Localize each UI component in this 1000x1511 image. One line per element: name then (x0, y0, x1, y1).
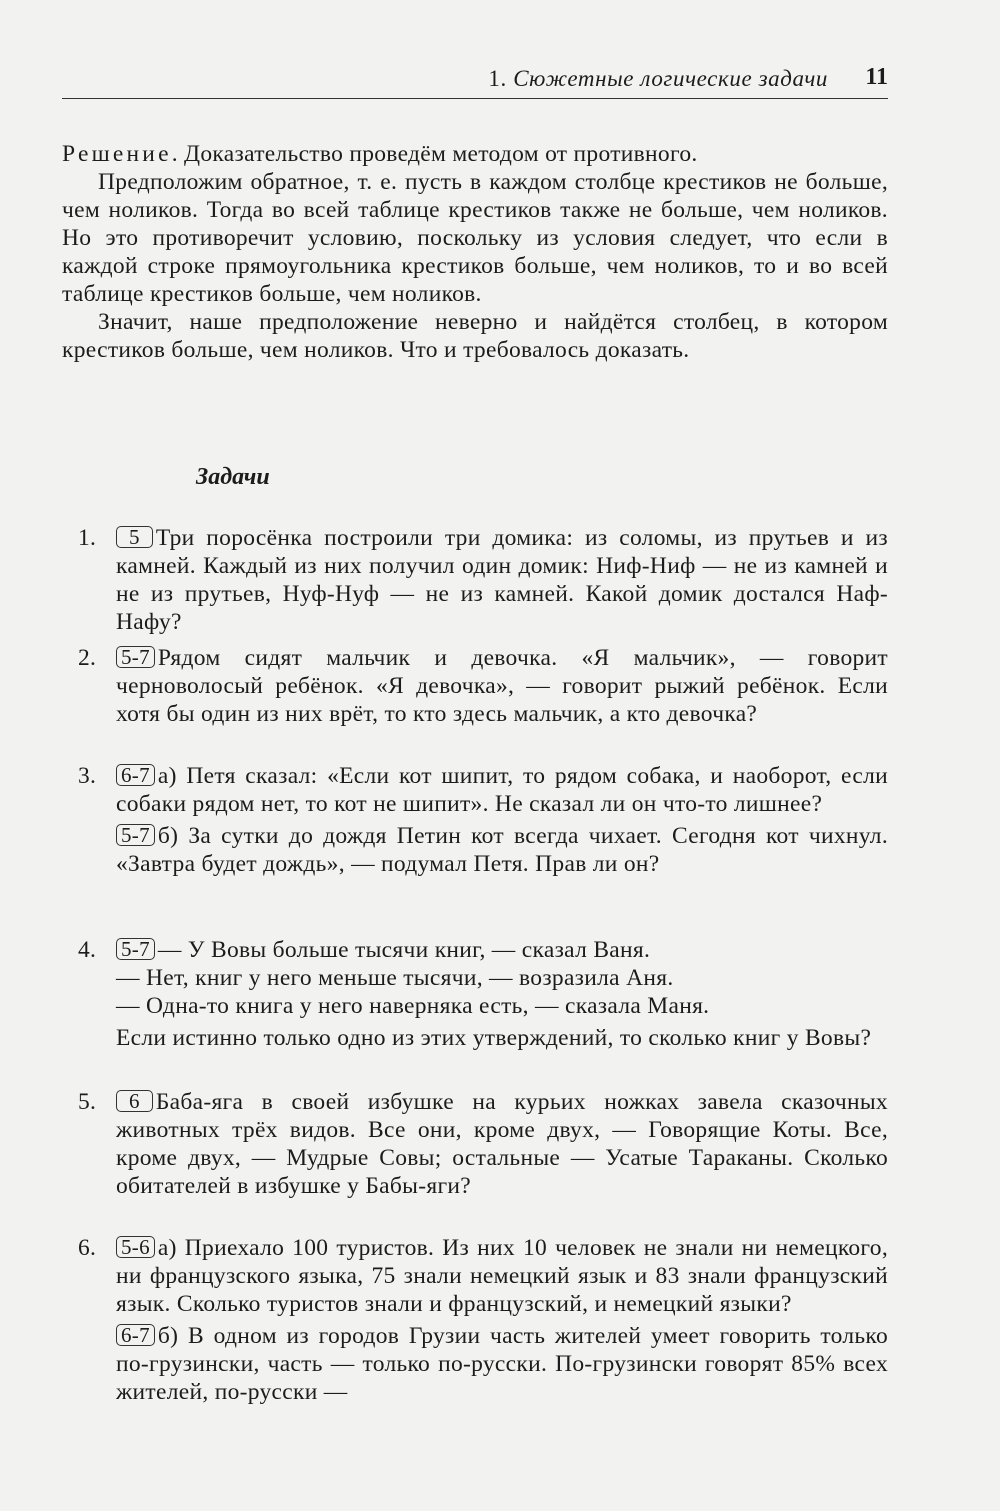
problem-text: Рядом сидят мальчик и девочка. «Я мальчик», — говорит черноволосый ребёнок. «Я девочка», — говорит рыжий ребёнок. Если хотя бы один из них врёт, то кто здесь мальчик, а кто девочка? (116, 645, 888, 727)
difficulty-badge: 6 (116, 1090, 153, 1112)
problem-text: Три поросёнка построили три домика: из соломы, из прутьев и из камней. Каждый из них получил один домик: Ниф-Ниф — не из камней и не из прутьев, Нуф-Нуф — не из камней. Какой домик достался Наф-Нафу? (116, 525, 888, 635)
problem-number: 6. (78, 1235, 97, 1261)
chapter-number: 1. (488, 66, 507, 91)
solution-paragraph-1: Предположим обратное, т. е. пусть в каждом столбце крестиков не больше, чем ноликов. Тогда во всей таблице крестиков также не больше, чем ноликов. Но это противоречит условию, поскольку из условия следует, что если в каждой строке прямоугольника крестиков больше, чем ноликов, то и во всей таблице крестиков больше, чем ноликов. (62, 169, 888, 307)
problem-5 (78, 1088, 888, 1200)
solution-intro (62, 140, 888, 168)
problem-6 (78, 1234, 888, 1406)
running-header (62, 64, 888, 99)
problem-2 (78, 644, 888, 728)
problem-number: 1. (78, 525, 97, 551)
dialogue-line-3: — Одна-то книга у него наверняка есть, — сказала Маня. (116, 993, 710, 1019)
difficulty-badge: 6-7 (116, 764, 155, 786)
problem-text: Баба-яга в своей избушке на курьих ножках завела сказочных животных трёх видов. Все они, кроме двух, — Говорящие Коты. Все, кроме двух, — Мудрые Совы; остальные — Усатые Тараканы. Сколько обитателей в избушке у Бабы-яги? (116, 1089, 888, 1199)
solution-lead: . Доказательство проведём методом от противного. (171, 141, 698, 167)
problem-4 (78, 936, 888, 1052)
problem-1 (78, 524, 888, 636)
solution-block (62, 140, 888, 364)
difficulty-badge: 5-7 (116, 646, 155, 668)
problem-text: Если истинно только одно из этих утверждений, то сколько книг у Вовы? (116, 1025, 872, 1051)
sub-difficulty-badge: 5-7 (116, 824, 155, 846)
problem-text: а) Приехало 100 туристов. Из них 10 человек не знали ни немецкого, ни французского языка, 75 знали немецкий язык и 83 знали французский язык. Сколько туристов знали и французский, и немецкий языки? (116, 1235, 888, 1317)
problem-number: 4. (78, 937, 97, 963)
problem-subtext: б) За сутки до дождя Петин кот всегда чихает. Сегодня кот чихнул. «Завтра будет дождь», — подумал Петя. Прав ли он? (116, 823, 888, 877)
sub-difficulty-badge: 6-7 (116, 1324, 155, 1346)
dialogue-line-1: — У Вовы больше тысячи книг, — сказал Ваня. (157, 937, 651, 963)
problem-number: 2. (78, 645, 97, 671)
chapter-name: Сюжетные логические задачи (513, 66, 828, 91)
solution-paragraph-2: Значит, наше предположение неверно и найдётся столбец, в котором крестиков больше, чем ноликов. Что и требовалось доказать. (62, 309, 888, 363)
problem-text: а) Петя сказал: «Если кот шипит, то рядом собака, и наоборот, если собаки рядом нет, то кот не шипит». Не сказал ли он что-то лишнее? (116, 763, 888, 817)
section-heading: Задачи (196, 464, 270, 490)
difficulty-badge: 5-7 (116, 938, 155, 960)
solution-label: Решение (62, 141, 172, 167)
problem-number: 5. (78, 1089, 97, 1115)
page-number: 11 (865, 64, 888, 90)
dialogue-line-2: — Нет, книг у него меньше тысячи, — возразила Аня. (116, 965, 674, 991)
difficulty-badge: 5 (116, 526, 153, 548)
chapter-title (488, 66, 828, 92)
difficulty-badge: 5-6 (116, 1236, 155, 1258)
problem-3 (78, 762, 888, 878)
problem-subtext: б) В одном из городов Грузии часть жителей умеет говорить только по-грузински, часть — только по-русски. По-грузински говорят 85% всех жителей, по-русски — (116, 1323, 888, 1405)
problem-number: 3. (78, 763, 97, 789)
